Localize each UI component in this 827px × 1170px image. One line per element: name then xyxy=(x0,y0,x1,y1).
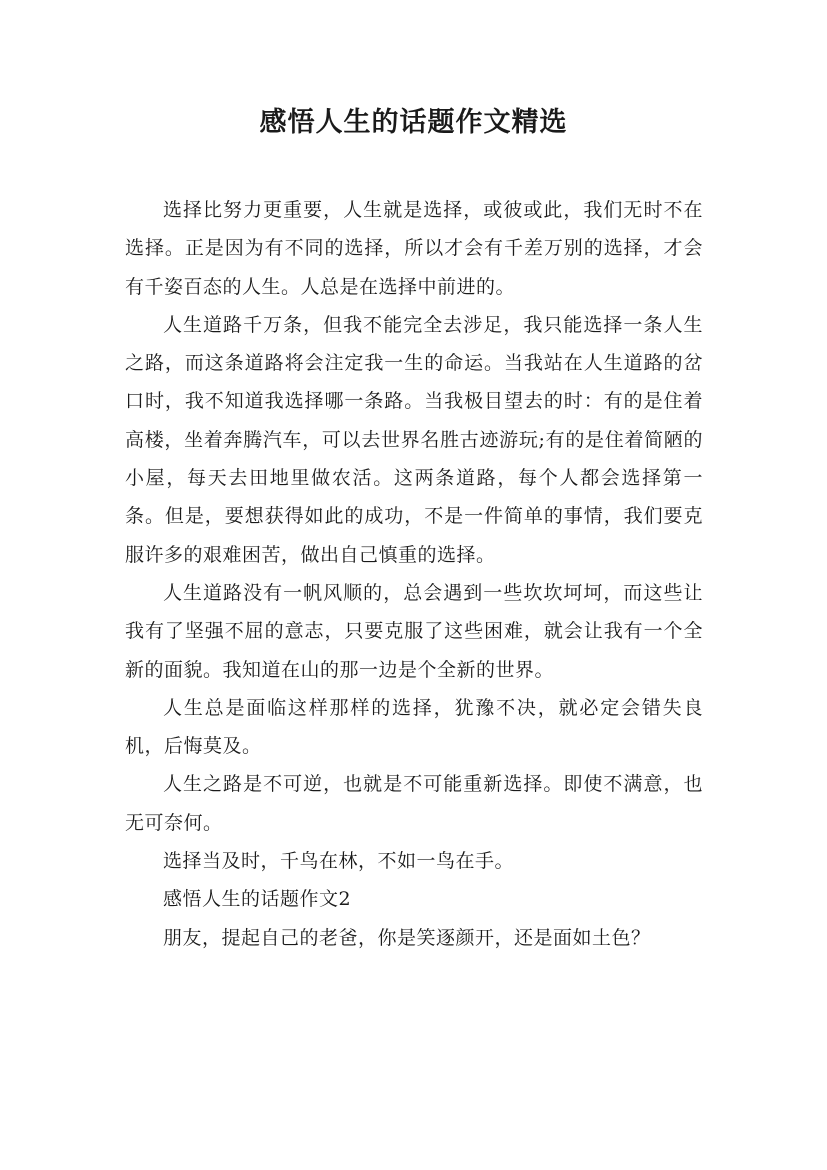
paragraph-5: 人生之路是不可逆，也就是不可能重新选择。即使不满意，也无可奈何。 xyxy=(125,773,703,834)
paragraph-1: 选择比努力更重要，人生就是选择，或彼或此，我们无时不在选择。正是因为有不同的选择，所以才会有千差万别的选择，才会有千姿百态的人生。人总是在选择中前进的。 xyxy=(125,199,703,298)
paragraph-6: 选择当及时，千鸟在林，不如一鸟在手。 xyxy=(163,850,515,873)
document-body xyxy=(125,191,703,957)
section-heading-2: 感悟人生的话题作文2 xyxy=(163,888,352,911)
document-title: 感悟人生的话题作文精选 xyxy=(259,107,568,138)
paragraph-4: 人生总是面临这样那样的选择，犹豫不决，就必定会错失良机，后悔莫及。 xyxy=(125,696,703,758)
paragraph-3: 人生道路没有一帆风顺的，总会遇到一些坎坎坷坷，而这些让我有了坚强不屈的意志，只要克服了这些困难，就会让我有一个全新的面貌。我知道在山的那一边是个全新的世界。 xyxy=(125,581,703,681)
paragraph-7: 朋友，提起自己的老爸，你是笑逐颜开，还是面如土色？ xyxy=(163,926,651,949)
paragraph-2: 人生道路千万条，但我不能完全去涉足，我只能选择一条人生之路，而这条道路将会注定我一生的命运。当我站在人生道路的岔口时，我不知道我选择哪一条路。当我极目望去的时：有的是住着高楼，坐着奔腾汽车，可以去世界名胜古迹游玩;有的是住着简陋的小屋，每天去田地里做农活。这两条道路，每个人都会选择第一条。但是，要想获得如此的成功，不是一件简单的事情，我们要克服许多的艰难困苦，做出自己慎重的选择。 xyxy=(125,313,703,566)
